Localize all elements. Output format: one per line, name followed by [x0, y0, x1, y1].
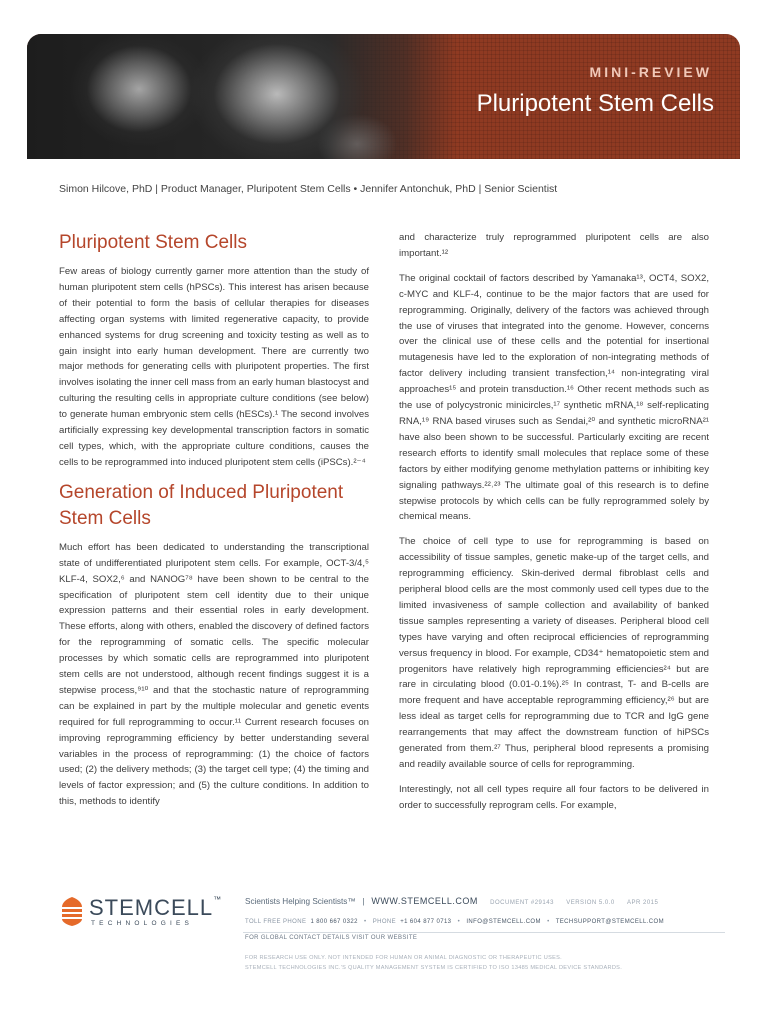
legal-notice [245, 954, 725, 973]
stemcell-logo-mark-icon [59, 895, 85, 927]
stemcell-logo[interactable] [59, 895, 229, 935]
document-number: DOCUMENT #29143 [490, 900, 554, 906]
generation-paragraph: Much effort has been dedicated to understanding the transcriptional state of undifferentiated pluripotent stem cells. For example, OCT-3/4,⁵ KLF-4, SOX2,⁶ and NANOG⁷⁸ have been shown to be central to the specification of pluripotent stem cell identity due to their unique expression patterns and their essential roles in early development. These efforts, along with others, enabled the discovery of defined factors for the reprogramming of somatic cells. The specific molecular processes by which somatic cells are reprogrammed into pluripotent stem cells are not understood, although recent findings suggest it is a stepwise process,⁹¹⁰ and that the stochastic nature of reprogramming can be explained in part by the multiple molecular and genetic events required for full reprogramming to occur.¹¹ Current research focuses on improving reprogramming efficiency by better understanding several variables in the process of reprogramming: (1) the choice of factors used; (2) the delivery methods; (3) the target cell type; (4) the timing and levels of factor expression; and (5) the culture conditions. In addition to this, methods to identify [59, 541, 369, 808]
tagline: Scientists Helping Scientists™ [245, 897, 356, 906]
global-contact-note: FOR GLOBAL CONTACT DETAILS VISIT OUR WEBSITE [245, 935, 418, 941]
left-column [59, 230, 369, 819]
footer-divider [243, 932, 725, 933]
section-heading-ipsc-generation: Generation of Induced Pluripotent Stem Cells [59, 481, 344, 529]
continuation-paragraph: and characterize truly reprogrammed pluripotent cells are also important.¹² [399, 232, 709, 259]
techsupport-email-link[interactable]: TECHSUPPORT@STEMCELL.COM [555, 919, 664, 925]
cell-type-paragraph: The choice of cell type to use for reprogramming is based on accessibility of tissue samples, genetic make-up of the target cells, and reprogramming efficiency. Skin-derived dermal fibroblast cells and peripheral blood cells are the most commonly used cell types due to the limited invasiveness of sample collection and availability of banked tissue samples representing a variety of diseases. Peripheral blood cell types have varying and often reciprocal efficiencies of reprogramming versus frequency in blood. For example, CD34⁺ hematopoietic stem and progenitors have relatively high reprogramming efficiencies²⁴ but are rare in circulating blood (0.01-0.1%).²⁵ In contrast, T- and B-cells are more frequent and have acceptable reprogramming efficiency,²⁶ but are less ideal as target cells for reprogramming due to TCR and IgG gene rearrangements that may affect the downstream function of hiPSCs generated from them.²⁷ Thus, peripheral blood represents a promising and readily available source of cells for reprogramming. [399, 536, 709, 770]
banner-kicker: MINI-REVIEW [589, 64, 712, 80]
tollfree-number[interactable]: 1 800 667 0322 [310, 919, 358, 925]
footer-tagline-row: Scientists Helping Scientists™ | WWW.STEMCELL.COM DOCUMENT #29143 VERSION 5.0.0 APR 2015 [245, 896, 659, 906]
version-number: VERSION 5.0.0 [566, 900, 615, 906]
legal-line-2: STEMCELL TECHNOLOGIES INC.'S QUALITY MANAGEMENT SYSTEM IS CERTIFIED TO ISO 13485 MEDICAL DEVICE STANDARDS. [245, 964, 623, 971]
stem-cell-colony-photo [27, 34, 457, 159]
info-email-link[interactable]: INFO@STEMCELL.COM [466, 919, 541, 925]
author-line: Simon Hilcove, PhD | Product Manager, Pluripotent Stem Cells • Jennifer Antonchuk, PhD | Senior Scientist [59, 183, 558, 195]
intro-paragraph: Few areas of biology currently garner more attention than the study of human pluripotent stem cells (hPSCs). This interest has arisen because of their potential to form the basis of cellular therapies for diseases affecting organ systems with limited regenerative capacity, to provide enhanced systems for drug screening and toxicity testing as well as to gain insight into early human development. There are currently two major methods for generating cells with pluripotent properties. The first involves isolating the inner cell mass from an early human blastocyst and culturing the resulting cells in appropriate culture conditions (see below) to generate human embryonic stem cells (hESCs).¹ The second involves artificially expressing key developmental transcription factors in somatic cell types, which, with the appropriate culture conditions, causes the cells to be reprogrammed into induced pluripotent stem cells (iPSCs).²⁻⁴ [59, 266, 369, 468]
phone-number[interactable]: +1 604 877 0713 [400, 919, 452, 925]
document-date: APR 2015 [627, 900, 659, 906]
section-heading-pluripotent: Pluripotent Stem Cells [59, 232, 247, 253]
website-link[interactable]: WWW.STEMCELL.COM [371, 896, 478, 906]
right-column [399, 230, 709, 823]
footer-contact-row: TOLL FREE PHONE 1 800 667 0322 • PHONE +1 604 877 0713 • INFO@STEMCELL.COM • TECHSUPPORT@STEMCELL.COM [245, 919, 664, 925]
logo-subtitle: TECHNOLOGIES [91, 920, 194, 927]
four-factors-paragraph: Interestingly, not all cell types require all four factors to be delivered in order to successfully reprogram cells. For example, [399, 783, 709, 811]
banner-title: Pluripotent Stem Cells [476, 90, 714, 117]
legal-line-1: FOR RESEARCH USE ONLY. NOT INTENDED FOR HUMAN OR ANIMAL DIAGNOSTIC OR THERAPEUTIC USES. [245, 955, 563, 961]
factors-paragraph: The original cocktail of factors described by Yamanaka¹³, OCT4, SOX2, c-MYC and KLF-4, continue to be the major factors that are used for reprogramming. Originally, delivery of the factors was achieved through the use of viruses that integrated into the genome. However, concerns over the clinical use of these cells and the potential for insertional mutagenesis have led to the exploration of non-integrating methods of factor delivery including transient transfection,¹⁴ non-integrating viral approaches¹⁵ and protein transduction.¹⁶ Other recent methods such as the use of polycystronic minicircles,¹⁷ synthetic mRNA,¹⁸ self-replicating RNA,¹⁹ RNA based viruses such as Sendai,²⁰ and synthetic microRNA²¹ have also been shown to be successful. Particularly exciting are recent research efforts to identify small molecules that replace some of these factors by either modifying genome methylation patterns or inhibiting key signaling pathways.²²˒²³ The ultimate goal of this research is to define stepwise protocols by which cells can be fully reprogrammed solely by chemical means. [399, 272, 709, 523]
logo-wordmark: STEMCELL™ [89, 895, 223, 920]
header-banner [27, 34, 740, 159]
